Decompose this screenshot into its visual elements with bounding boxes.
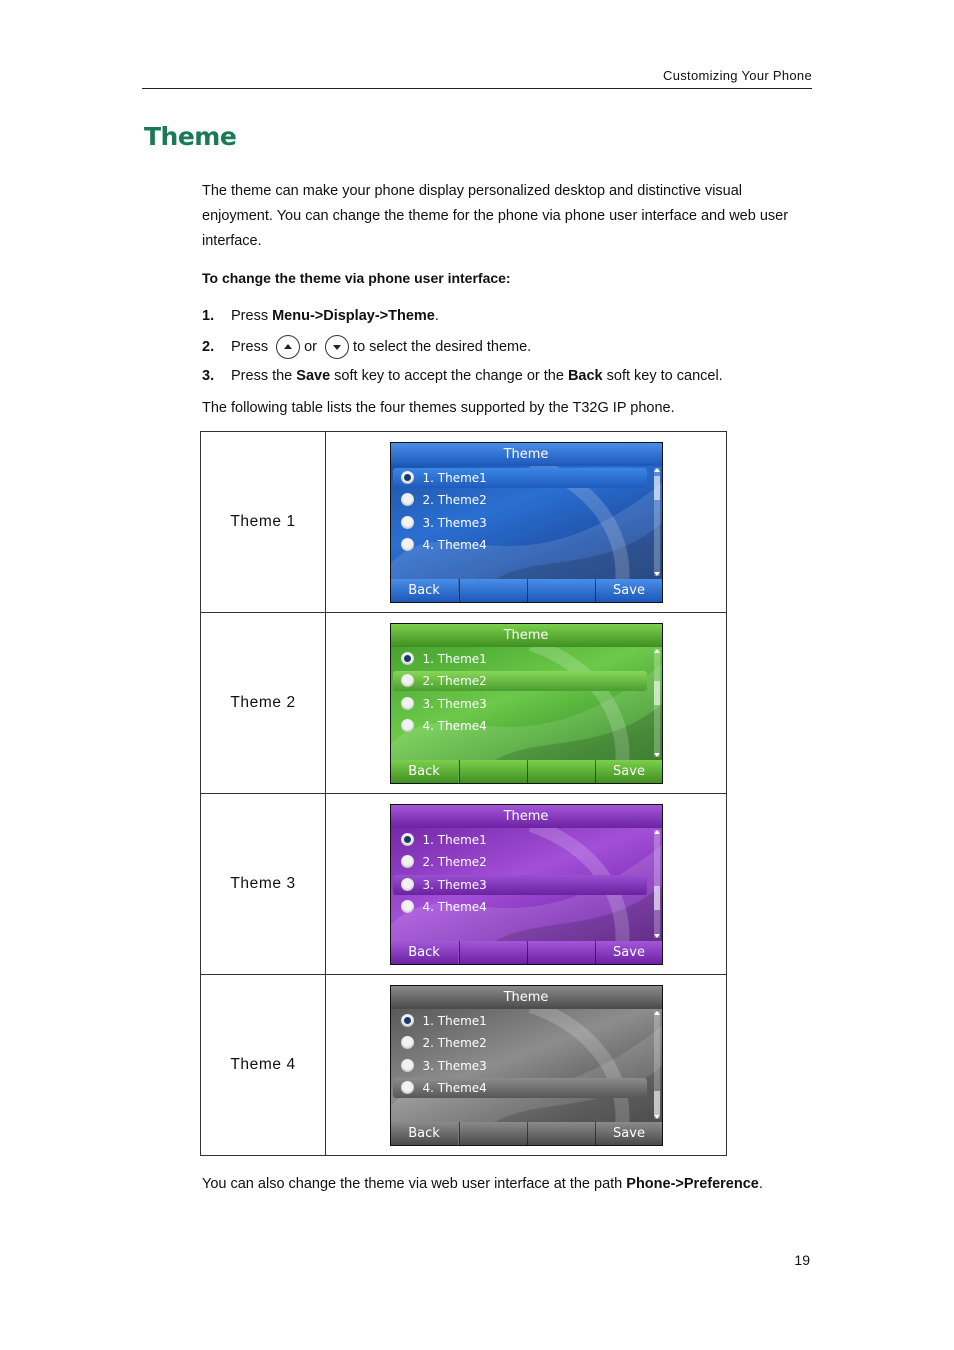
radio-icon	[401, 900, 414, 913]
back-softkey[interactable]: Back	[391, 579, 458, 602]
theme-option-label: 4. Theme4	[422, 900, 487, 914]
screen-title: Theme	[391, 624, 662, 647]
menu-path: Menu->Display->Theme	[272, 308, 435, 324]
theme-option[interactable]	[393, 694, 647, 714]
theme-row	[201, 975, 727, 1156]
theme-label: Theme 2	[201, 613, 326, 794]
theme-option-label: 3. Theme3	[422, 1058, 487, 1073]
radio-icon	[401, 674, 414, 687]
theme-option-label: 2. Theme2	[422, 674, 487, 688]
theme-screenshot-cell	[326, 794, 727, 975]
radio-icon	[401, 471, 414, 484]
scrollbar[interactable]	[654, 1011, 660, 1119]
up-arrow-key-icon	[276, 335, 300, 359]
empty-softkey[interactable]	[459, 941, 527, 964]
step-3	[202, 365, 723, 387]
running-header: Customizing Your Phone	[663, 68, 812, 83]
theme-option[interactable]	[393, 1078, 647, 1098]
step-number: 1.	[202, 308, 215, 324]
theme-option[interactable]	[393, 852, 647, 872]
softkey-bar	[391, 941, 662, 964]
phone-screen	[390, 623, 663, 784]
theme-option-label: 4. Theme4	[422, 538, 487, 552]
radio-icon	[401, 493, 414, 506]
empty-softkey[interactable]	[459, 760, 527, 783]
scroll-up-icon	[654, 468, 660, 472]
theme-row	[201, 613, 727, 794]
header-rule	[142, 88, 812, 89]
empty-softkey[interactable]	[527, 941, 595, 964]
step-1	[202, 305, 439, 327]
theme-option[interactable]	[393, 671, 647, 691]
empty-softkey[interactable]	[459, 1122, 527, 1145]
scroll-down-icon	[654, 1115, 660, 1119]
scrollbar-thumb[interactable]	[654, 1091, 660, 1115]
scrollbar[interactable]	[654, 830, 660, 938]
radio-icon	[401, 855, 414, 868]
theme-option-label: 1. Theme1	[422, 832, 487, 847]
theme-option[interactable]	[393, 1033, 647, 1053]
empty-softkey[interactable]	[527, 760, 595, 783]
table-intro: The following table lists the four themes supported by the T32G IP phone.	[202, 400, 675, 416]
phone-screen	[390, 804, 663, 965]
theme-screenshot-cell	[326, 613, 727, 794]
theme-label: Theme 4	[201, 975, 326, 1156]
theme-option[interactable]	[393, 513, 647, 533]
step-text: Press	[231, 338, 269, 355]
scroll-down-icon	[654, 572, 660, 576]
radio-icon	[401, 833, 414, 846]
screen-title: Theme	[391, 443, 662, 466]
save-softkey[interactable]: Save	[595, 760, 663, 783]
softkey-bar	[391, 579, 662, 602]
save-softkey[interactable]: Save	[595, 941, 663, 964]
scrollbar[interactable]	[654, 468, 660, 576]
step-number: 2.	[202, 338, 215, 355]
theme-screenshot-cell	[326, 432, 727, 613]
radio-icon	[401, 719, 414, 732]
theme-row	[201, 432, 727, 613]
procedure-heading: To change the theme via phone user interface:	[202, 270, 511, 286]
intro-paragraph: The theme can make your phone display personalized desktop and distinctive visual enjoyment. You can change the theme for the phone via phone user interface and web user interface.	[202, 183, 789, 249]
scrollbar[interactable]	[654, 649, 660, 757]
section-title: Theme	[144, 122, 237, 151]
back-softkey[interactable]: Back	[391, 1122, 458, 1145]
scrollbar-thumb[interactable]	[654, 886, 660, 910]
theme-label: Theme 1	[201, 432, 326, 613]
themes-table	[200, 431, 727, 1156]
empty-softkey[interactable]	[527, 579, 595, 602]
page-number: 19	[794, 1252, 810, 1268]
theme-label: Theme 3	[201, 794, 326, 975]
down-arrow-key-icon	[325, 335, 349, 359]
phone-screen	[390, 442, 663, 603]
theme-option-label: 4. Theme4	[422, 1081, 487, 1095]
step-text: Press the	[231, 368, 297, 384]
theme-option[interactable]	[393, 468, 647, 488]
radio-icon	[401, 878, 414, 891]
empty-softkey[interactable]	[527, 1122, 595, 1145]
save-key-name: Save	[296, 368, 331, 384]
softkey-bar	[391, 760, 662, 783]
web-path: Phone->Preference	[626, 1176, 759, 1192]
theme-option-label: 4. Theme4	[422, 719, 487, 733]
scroll-up-icon	[654, 830, 660, 834]
radio-icon	[401, 697, 414, 710]
scroll-up-icon	[654, 649, 660, 653]
theme-option[interactable]	[393, 649, 647, 669]
save-softkey[interactable]: Save	[595, 1122, 663, 1145]
radio-icon	[401, 1081, 414, 1094]
radio-icon	[401, 1036, 414, 1049]
theme-option-label: 3. Theme3	[422, 515, 487, 530]
theme-screenshot-cell	[326, 975, 727, 1156]
radio-icon	[401, 1014, 414, 1027]
back-softkey[interactable]: Back	[391, 941, 458, 964]
theme-option-label: 3. Theme3	[422, 696, 487, 711]
screen-title: Theme	[391, 805, 662, 828]
theme-option-label: 1. Theme1	[422, 1013, 487, 1028]
theme-option[interactable]	[393, 716, 647, 736]
step-number: 3.	[202, 368, 215, 384]
theme-option[interactable]	[393, 490, 647, 510]
outro-paragraph	[202, 1172, 763, 1197]
theme-option-label: 2. Theme2	[422, 493, 487, 507]
theme-option-label: 1. Theme1	[422, 470, 487, 485]
scroll-up-icon	[654, 1011, 660, 1015]
empty-softkey[interactable]	[459, 579, 527, 602]
scroll-down-icon	[654, 934, 660, 938]
step-text: soft key to cancel.	[602, 368, 723, 384]
theme-row	[201, 794, 727, 975]
scrollbar-thumb[interactable]	[654, 476, 660, 500]
theme-option-label: 3. Theme3	[422, 877, 487, 892]
theme-option[interactable]	[393, 535, 647, 555]
step-2	[202, 335, 531, 359]
theme-option-label: 2. Theme2	[422, 1036, 487, 1050]
step-text: Press	[231, 308, 273, 324]
step-text: soft key to accept the change or the	[330, 368, 568, 384]
theme-option[interactable]	[393, 1011, 647, 1031]
outro-text: You can also change the theme via web user interface at the path	[202, 1176, 627, 1192]
back-key-name: Back	[567, 368, 603, 384]
theme-option-label: 1. Theme1	[422, 651, 487, 666]
screen-title: Theme	[391, 986, 662, 1009]
radio-icon	[401, 1059, 414, 1072]
step-text: .	[434, 308, 439, 324]
outro-text: .	[758, 1176, 763, 1192]
theme-option[interactable]	[393, 830, 647, 850]
phone-screen	[390, 985, 663, 1146]
radio-icon	[401, 652, 414, 665]
radio-icon	[401, 538, 414, 551]
step-text: or	[304, 338, 318, 355]
scrollbar-thumb[interactable]	[654, 681, 660, 705]
softkey-bar	[391, 1122, 662, 1145]
theme-option[interactable]	[393, 897, 647, 917]
scroll-down-icon	[654, 753, 660, 757]
theme-option[interactable]	[393, 1056, 647, 1076]
save-softkey[interactable]: Save	[595, 579, 663, 602]
theme-option-label: 2. Theme2	[422, 855, 487, 869]
theme-option[interactable]	[393, 875, 647, 895]
back-softkey[interactable]: Back	[391, 760, 458, 783]
radio-icon	[401, 516, 414, 529]
step-text: to select the desired theme.	[353, 338, 532, 355]
